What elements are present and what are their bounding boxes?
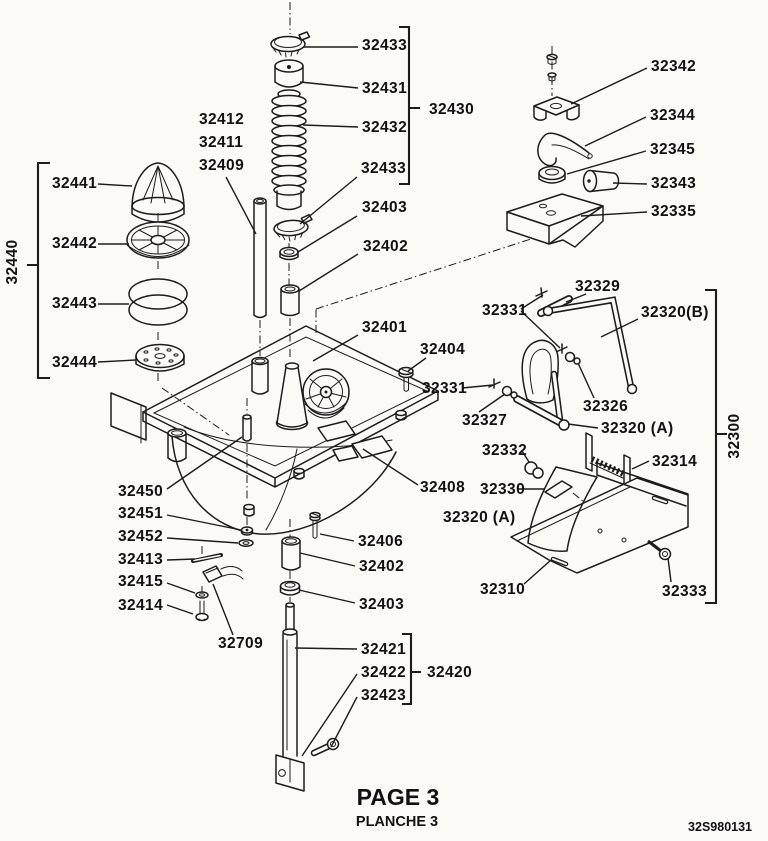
leader-line <box>320 534 354 541</box>
part-screw-32414 <box>196 601 208 621</box>
part-bracket-32342 <box>534 97 579 120</box>
leader-line <box>331 697 357 747</box>
part-label-32331-26: 32331 <box>422 380 468 397</box>
leader-line <box>568 424 598 428</box>
part-label-32443-19: 32443 <box>52 295 98 312</box>
part-label-32320A-28: 32320 (A) <box>601 420 674 437</box>
part-fitting-32326 <box>566 353 581 365</box>
leader-line <box>226 177 256 234</box>
page-title: PAGE 3 <box>356 784 440 810</box>
part-label-32442-18: 32442 <box>52 235 98 252</box>
leader-line <box>524 560 551 584</box>
group-bracket-32300 <box>705 290 727 603</box>
part-disc-32444 <box>136 345 184 372</box>
part-cylinder-32431 <box>275 60 303 87</box>
part-label-32332-29: 32332 <box>482 442 528 459</box>
leader-line <box>98 184 132 186</box>
part-labels-layer <box>4 37 743 704</box>
part-label-32403-46: 32403 <box>359 596 405 613</box>
part-label-32409-9: 32409 <box>199 157 245 174</box>
part-label-32404-11: 32404 <box>420 341 466 358</box>
part-label-32441-17: 32441 <box>52 175 98 192</box>
part-label-32406-44: 32406 <box>358 533 404 550</box>
part-plate-32330 <box>545 481 572 498</box>
part-label-32326-25: 32326 <box>583 398 629 415</box>
leader-line <box>578 363 594 398</box>
part-label-32320A-31: 32320 (A) <box>443 509 516 526</box>
part-wire-bail-32344 <box>538 133 592 165</box>
part-standpipe-left <box>168 429 186 462</box>
leader-line <box>213 584 233 635</box>
part-label-32423-49: 32423 <box>361 687 407 704</box>
part-label-32314-33: 32314 <box>652 453 698 470</box>
leader-line <box>167 605 193 614</box>
leader-line <box>167 515 241 530</box>
part-label-32411-8: 32411 <box>199 134 244 151</box>
part-pin-32413 <box>193 555 221 561</box>
part-fitting-32327 <box>503 387 518 399</box>
part-washer-32415 <box>196 592 208 598</box>
part-bushing-32402-upper <box>281 285 299 316</box>
leader-line <box>167 559 195 560</box>
part-label-32408-32: 32408 <box>420 479 466 496</box>
part-grommet-32345 <box>539 167 565 184</box>
part-clip-32709 <box>203 566 243 582</box>
part-cap-32403-lower <box>281 582 300 596</box>
part-label-32420-50: 32420 <box>427 664 473 681</box>
part-shock-rod-32420 <box>276 603 304 791</box>
part-pin-32450 <box>243 415 251 441</box>
part-label-32413-40: 32413 <box>118 551 164 568</box>
leader-line <box>295 648 357 649</box>
centerline <box>162 388 229 435</box>
part-mounting-plate-32335 <box>507 194 603 247</box>
part-spider-wheel-32442 <box>127 222 189 258</box>
part-nut-32451 <box>242 527 253 535</box>
leader-line <box>167 538 238 543</box>
part-label-32344-13: 32344 <box>650 107 696 124</box>
leader-line <box>668 558 671 582</box>
leader-line <box>571 68 647 104</box>
part-washer-32452 <box>239 540 253 546</box>
part-label-32444-20: 32444 <box>52 354 98 371</box>
part-label-32345-14: 32345 <box>650 141 696 158</box>
centerline <box>573 493 584 502</box>
part-label-32401-10: 32401 <box>362 319 408 336</box>
part-label-32310-34: 32310 <box>480 581 526 598</box>
part-label-32440-21: 32440 <box>4 239 21 285</box>
part-label-32342-12: 32342 <box>651 58 697 75</box>
part-label-32433-0: 32433 <box>362 37 408 54</box>
leader-line <box>167 437 242 489</box>
part-label-32432-2: 32432 <box>362 119 408 136</box>
leader-line <box>300 82 358 88</box>
part-roller-32343 <box>584 171 619 192</box>
part-screw-32333 <box>648 541 671 560</box>
page-footer <box>356 784 752 834</box>
leader-line <box>299 590 355 603</box>
part-ring-32403-upper <box>280 248 298 260</box>
part-label-32431-1: 32431 <box>362 80 408 97</box>
leader-line <box>98 360 136 362</box>
leader-line <box>408 358 426 371</box>
leader-line <box>300 553 355 566</box>
leader-line <box>363 449 418 485</box>
part-label-32415-41: 32415 <box>118 573 164 590</box>
part-standpipe-mid <box>252 358 268 395</box>
leader-line <box>299 254 358 291</box>
part-label-32343-15: 32343 <box>651 175 697 192</box>
leader-line <box>167 583 195 593</box>
group-bracket-32440 <box>27 163 50 378</box>
part-label-32335-16: 32335 <box>651 203 697 220</box>
part-label-32327-27: 32327 <box>462 412 508 429</box>
part-label-32300-36: 32300 <box>726 413 743 459</box>
part-damper-32332 <box>525 462 543 478</box>
part-label-32421-47: 32421 <box>361 641 407 658</box>
part-clamp-32433-upper <box>271 32 310 57</box>
part-label-32329-22: 32329 <box>575 278 621 295</box>
part-tube-32409 <box>254 198 266 318</box>
part-label-32402-45: 32402 <box>359 558 405 575</box>
part-label-32422-48: 32422 <box>361 664 407 681</box>
part-label-32403-5: 32403 <box>362 199 408 216</box>
part-label-32430-3: 32430 <box>429 101 475 118</box>
part-label-32320B-24: 32320(B) <box>641 304 709 321</box>
part-label-32450-37: 32450 <box>118 483 164 500</box>
page-subtitle: PLANCHE 3 <box>355 814 439 830</box>
part-spring-32443 <box>129 279 187 325</box>
part-label-32402-6: 32402 <box>363 238 409 255</box>
part-label-32709-43: 32709 <box>218 635 264 652</box>
part-label-32412-7: 32412 <box>199 111 245 128</box>
part-label-32452-39: 32452 <box>118 528 164 545</box>
part-bushing-32402-lower <box>282 537 300 570</box>
part-label-32451-38: 32451 <box>118 505 164 522</box>
leader-line <box>303 125 358 127</box>
leader-line <box>585 117 646 146</box>
part-label-32433-4: 32433 <box>361 160 407 177</box>
leader-line <box>300 177 357 224</box>
leader-line <box>613 183 647 184</box>
part-label-32331-23: 32331 <box>482 302 528 319</box>
part-bellows-32432 <box>272 90 306 210</box>
leader-line <box>632 461 649 469</box>
drawing-number: 32S980131 <box>688 820 752 834</box>
part-label-32330-30: 32330 <box>480 481 526 498</box>
part-pulley <box>303 369 349 418</box>
part-label-32333-35: 32333 <box>662 583 708 600</box>
centerline <box>316 237 537 309</box>
leader-line <box>567 151 646 174</box>
leader-line <box>479 394 505 412</box>
part-label-32414-42: 32414 <box>118 597 164 614</box>
